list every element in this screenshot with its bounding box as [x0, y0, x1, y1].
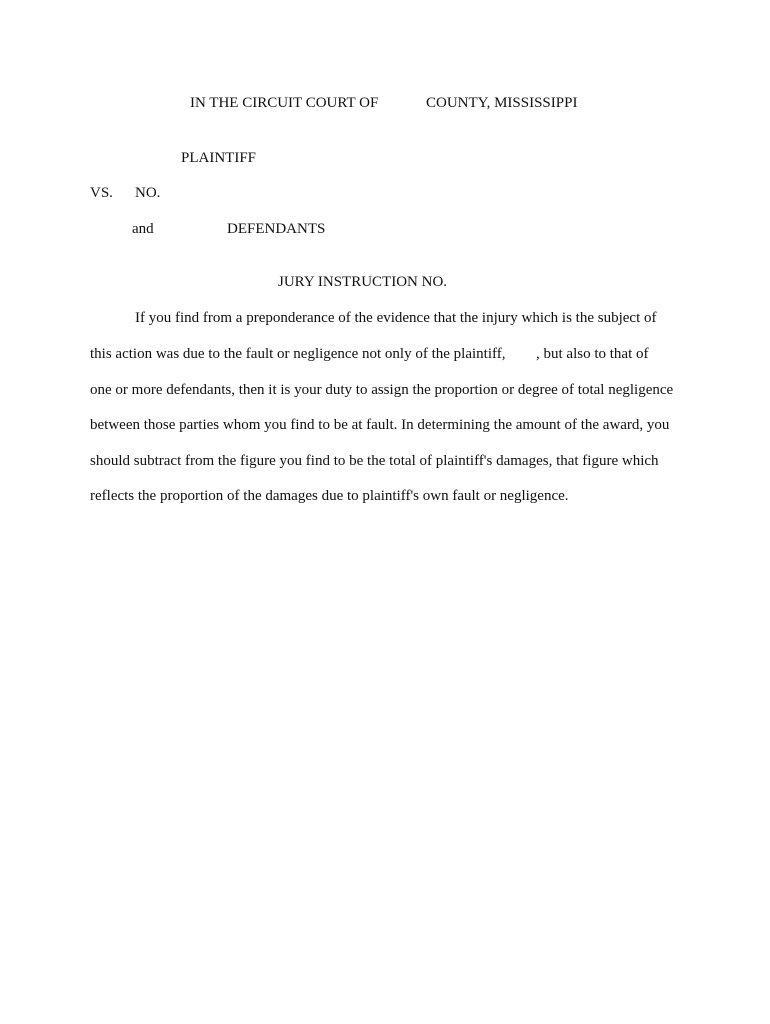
and-label: and [132, 221, 154, 237]
instruction-line-2: this action was due to the fault or negligence not only of the plaintiff, [90, 346, 506, 362]
versus-label: VS. [90, 185, 113, 201]
instruction-line-4: between those parties whom you find to be at fault. In determining the amount of the award, you [90, 417, 670, 433]
instruction-line-2-end: , but also to that of [536, 346, 649, 362]
court-heading: IN THE CIRCUIT COURT OF [190, 95, 379, 111]
instruction-line-5: should subtract from the figure you find to be the total of plaintiff's damages, that figure which [90, 453, 659, 469]
instruction-line-1: If you find from a preponderance of the evidence that the injury which is the subject of [135, 310, 657, 326]
county-state-heading: COUNTY, MISSISSIPPI [426, 95, 578, 111]
jury-instruction-title: JURY INSTRUCTION NO. [278, 274, 448, 290]
defendants-label: DEFENDANTS [227, 221, 326, 237]
case-number-label: NO. [135, 185, 161, 201]
instruction-line-6: reflects the proportion of the damages due to plaintiff's own fault or negligence. [90, 488, 569, 504]
plaintiff-label: PLAINTIFF [181, 150, 257, 166]
instruction-line-3: one or more defendants, then it is your duty to assign the proportion or degree of total negligence [90, 382, 674, 398]
